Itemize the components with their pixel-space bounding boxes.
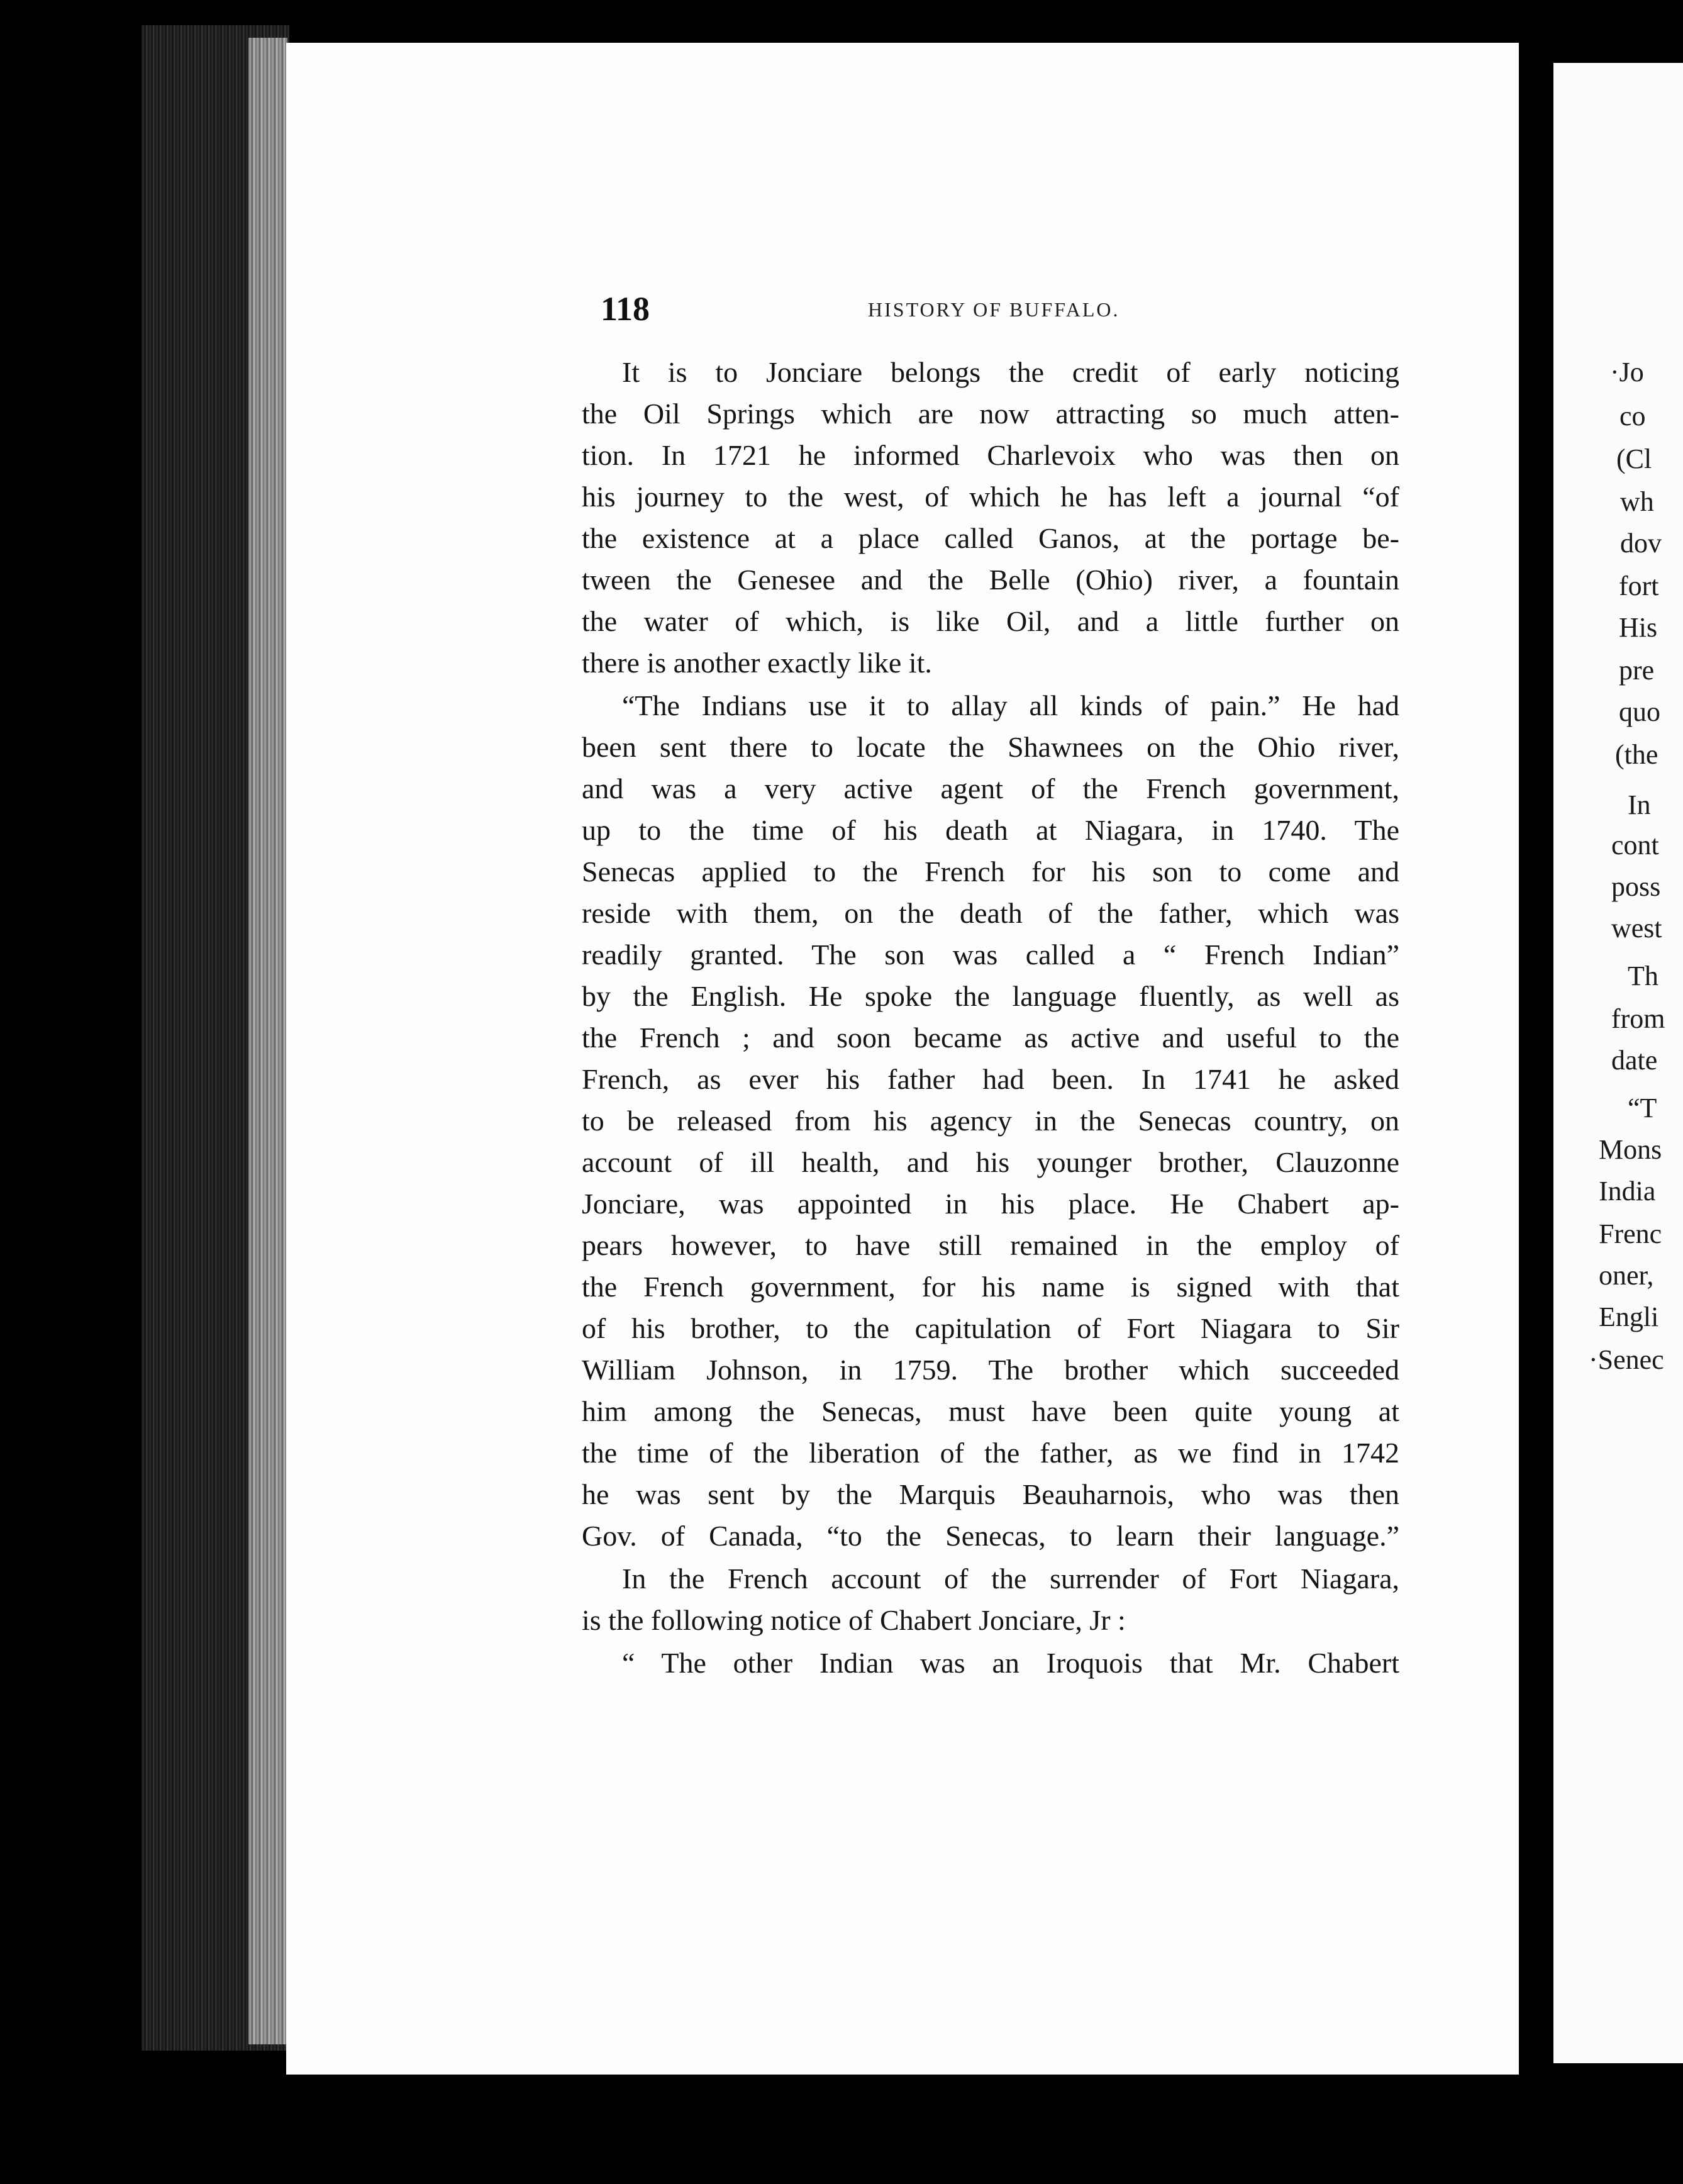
text-line: reside with them, on the death of the father, which was — [582, 897, 1399, 929]
text-line: and was a very active agent of the French government, — [582, 772, 1399, 805]
text-line: the existence at a place called Ganos, at the portage be- — [582, 522, 1399, 554]
text-line: by the English. He spoke the language fluently, as well as — [582, 980, 1399, 1012]
right-page — [1553, 63, 1683, 2063]
right-page-fragment: Engli — [1599, 1301, 1659, 1332]
text-line: up to the time of his death at Niagara, in 1740. The — [582, 814, 1399, 846]
right-page-fragment: ·Senec — [1589, 1344, 1664, 1375]
text-line: him among the Senecas, must have been quite young at — [582, 1395, 1399, 1427]
right-page-fragment: co — [1619, 401, 1646, 432]
text-line: Jonciare, was appointed in his place. He Chabert ap- — [582, 1188, 1399, 1220]
right-page-fragment: west — [1611, 913, 1662, 944]
text-line: pears however, to have still remained in the employ of — [582, 1229, 1399, 1261]
text-line: his journey to the west, of which he has left a journal “of — [582, 481, 1399, 513]
text-line: readily granted. The son was called a “ French Indian” — [582, 939, 1399, 971]
text-line: “The Indians use it to allay all kinds of pain.” He had — [622, 689, 1399, 722]
text-line: the water of which, is like Oil, and a little further on — [582, 605, 1399, 637]
text-line: It is to Jonciare belongs the credit of early noticing — [622, 356, 1399, 388]
text-line: to be released from his agency in the Senecas country, on — [582, 1105, 1399, 1137]
right-page-fragment: Mons — [1599, 1134, 1662, 1165]
text-line: the French government, for his name is signed with that — [582, 1271, 1399, 1303]
right-page-fragment: His — [1619, 612, 1658, 643]
book-page-edge-highlight — [248, 38, 287, 2044]
right-page-fragment: pre — [1619, 655, 1655, 686]
text-line: Senecas applied to the French for his son to come and — [582, 855, 1399, 888]
main-page — [286, 43, 1519, 2075]
text-line: the French ; and soon became as active and useful to the — [582, 1022, 1399, 1054]
running-title: HISTORY OF BUFFALO. — [868, 298, 1120, 321]
text-line: William Johnson, in 1759. The brother which succeeded — [582, 1354, 1399, 1386]
right-page-fragment: date — [1611, 1045, 1658, 1076]
right-page-fragment: Frenc — [1599, 1218, 1662, 1249]
right-page-fragment: oner, — [1599, 1260, 1654, 1291]
right-page-fragment: cont — [1611, 830, 1659, 861]
text-line: there is another exactly like it. — [582, 647, 932, 679]
text-line: the Oil Springs which are now attracting so much atten- — [582, 398, 1399, 430]
text-line: he was sent by the Marquis Beauharnois, who was then — [582, 1478, 1399, 1510]
right-page-fragment: “T — [1628, 1093, 1657, 1123]
right-page-fragment: from — [1611, 1003, 1665, 1034]
right-page-fragment: (Cl — [1616, 443, 1652, 474]
running-header — [601, 289, 1393, 327]
right-page-fragment: India — [1599, 1176, 1656, 1206]
right-page-fragment: fort — [1619, 571, 1659, 601]
right-page-fragment: Th — [1628, 961, 1658, 991]
text-line: the time of the liberation of the father, as we find in 1742 — [582, 1437, 1399, 1469]
text-line: tween the Genesee and the Belle (Ohio) river, a fountain — [582, 564, 1399, 596]
text-line: In the French account of the surrender of Fort Niagara, — [622, 1563, 1399, 1595]
text-line: of his brother, to the capitulation of Fort Niagara to Sir — [582, 1312, 1399, 1344]
page-number: 118 — [601, 290, 650, 328]
text-line: account of ill health, and his younger brother, Clauzonne — [582, 1146, 1399, 1178]
right-page-fragment: In — [1628, 789, 1651, 820]
right-page-fragment: (the — [1615, 739, 1658, 770]
right-page-fragment: poss — [1611, 871, 1661, 902]
text-line: “ The other Indian was an Iroquois that Mr. Chabert — [622, 1647, 1399, 1679]
text-line: French, as ever his father had been. In 1741 he asked — [582, 1063, 1399, 1095]
right-page-fragment: ·Jo — [1610, 357, 1644, 387]
right-page-fragment: wh — [1620, 486, 1654, 517]
text-line: been sent there to locate the Shawnees on the Ohio river, — [582, 731, 1399, 763]
text-line: is the following notice of Chabert Jonciare, Jr : — [582, 1604, 1126, 1636]
right-page-fragment: dov — [1620, 528, 1662, 559]
text-line: tion. In 1721 he informed Charlevoix who was then on — [582, 439, 1399, 471]
right-page-fragment: quo — [1619, 696, 1660, 727]
text-line: Gov. of Canada, “to the Senecas, to learn their language.” — [582, 1520, 1399, 1552]
